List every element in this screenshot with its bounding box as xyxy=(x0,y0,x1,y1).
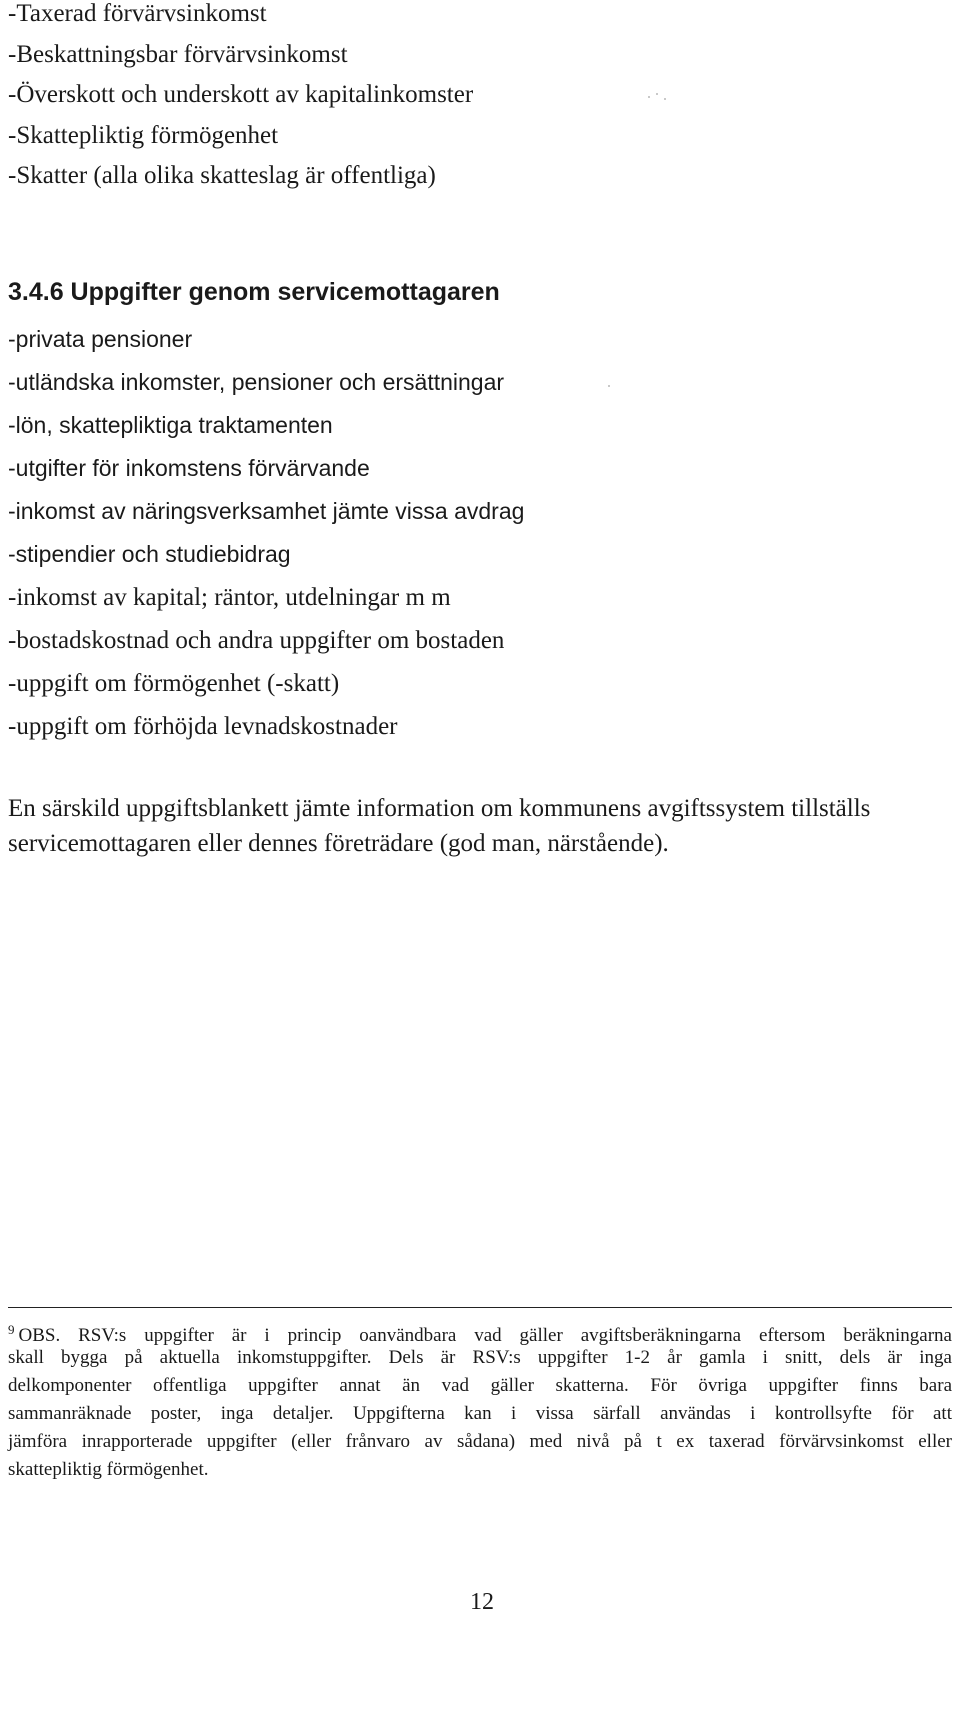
list-item: -inkomst av kapital; räntor, utdelningar m m xyxy=(8,583,451,611)
intro-list xyxy=(8,0,908,203)
footnote-marker: 9 xyxy=(8,1322,15,1337)
info-paragraph xyxy=(8,791,948,861)
scan-speck xyxy=(648,96,650,98)
list-item: -Taxerad förvärvsinkomst xyxy=(8,0,267,27)
footnote-line: delkomponenter offentliga uppgifter annat än vad gäller skatterna. För övriga uppgifter finns bara xyxy=(8,1375,952,1396)
list-item: -utländska inkomster, pensioner och ersättningar xyxy=(8,369,505,396)
paragraph-line: servicemottagaren eller dennes företrädare (god man, närstående). xyxy=(8,830,669,857)
footnote-line: skall bygga på aktuella inkomstuppgifter. Dels är RSV:s uppgifter 1-2 år gamla i snitt, dels är inga xyxy=(8,1347,952,1368)
paragraph-line: En särskild uppgiftsblankett jämte information om kommunens avgiftssystem tillställs xyxy=(8,795,871,822)
footnote-divider xyxy=(8,1307,952,1308)
list-item: -Beskattningsbar förvärvsinkomst xyxy=(8,40,348,68)
footnote-line: jämföra inrapporterade uppgifter (eller frånvaro av sådana) med nivå på t ex taxerad förvärvsinkomst eller xyxy=(8,1431,952,1452)
footnote-line xyxy=(8,1316,952,1344)
footnote xyxy=(8,1316,952,1484)
section-list xyxy=(8,325,908,756)
page-number: 12 xyxy=(470,1589,494,1615)
scan-speck xyxy=(664,98,666,100)
scan-speck xyxy=(656,93,658,95)
list-item: -Skattepliktig förmögenhet xyxy=(8,121,279,149)
footnote-line: skattepliktig förmögenhet. xyxy=(8,1459,209,1480)
section-heading: 3.4.6 Uppgifter genom servicemottagaren xyxy=(8,278,500,306)
footnote-line-text: OBS. RSV:s uppgifter är i princip oanvändbara vad gäller avgiftsberäkningarna eftersom beräkningarna xyxy=(18,1325,952,1346)
list-item: -uppgift om förhöjda levnadskostnader xyxy=(8,712,398,740)
list-item: -bostadskostnad och andra uppgifter om bostaden xyxy=(8,626,505,654)
list-item: -stipendier och studiebidrag xyxy=(8,541,291,568)
footnote-line: sammanräknade poster, inga detaljer. Uppgifterna kan i vissa särfall användas i kontrollsyfte för att xyxy=(8,1403,952,1424)
list-item: -inkomst av näringsverksamhet jämte vissa avdrag xyxy=(8,498,525,525)
list-item: -privata pensioner xyxy=(8,326,193,352)
list-item: -Överskott och underskott av kapitalinkomster xyxy=(8,81,474,108)
scan-speck xyxy=(608,385,610,387)
list-item: -utgifter för inkomstens förvärvande xyxy=(8,455,370,482)
list-item: -Skatter (alla olika skatteslag är offentliga) xyxy=(8,162,436,189)
list-item: -uppgift om förmögenhet (-skatt) xyxy=(8,669,340,697)
list-item: -lön, skattepliktiga traktamenten xyxy=(8,412,333,439)
